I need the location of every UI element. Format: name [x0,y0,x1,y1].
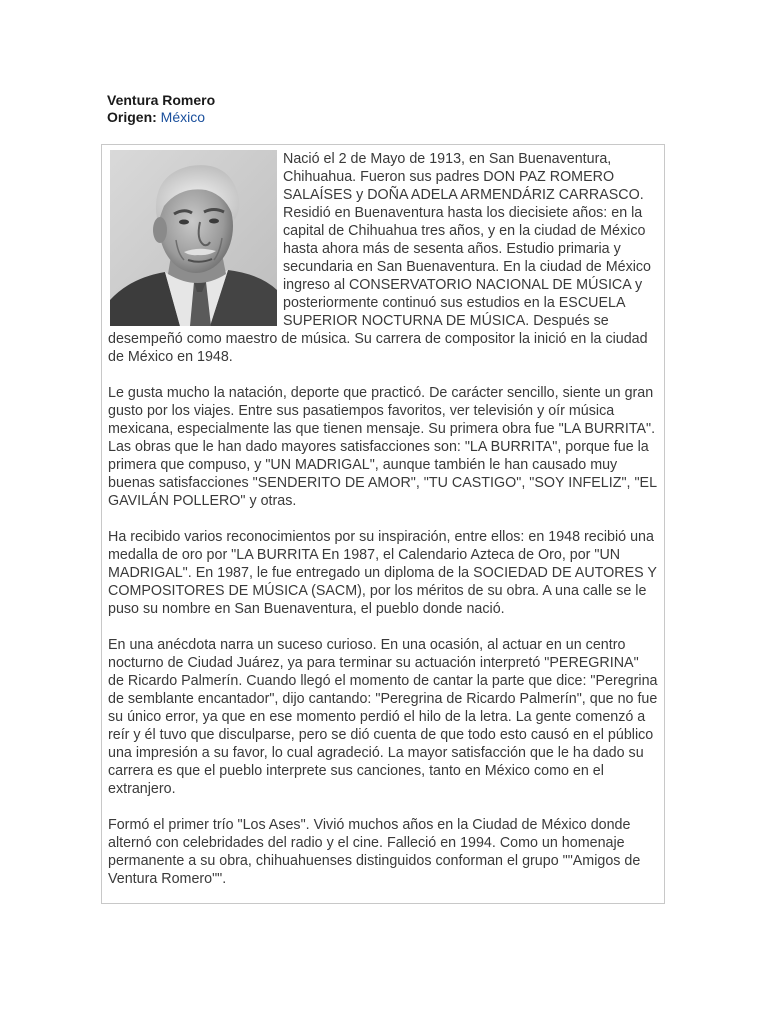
artist-name: Ventura Romero [107,92,216,108]
paragraph-awards: Ha recibido varios reconocimientos por su inspiración, entre ellos: en 1948 recibió una medalla de oro por "LA BURRITA En 1987, el Calendario Azteca de Oro, por "UN MADRIGAL". En 1987, le fue entregado un diploma de la SOCIEDAD DE AUTORES Y COMPOSITORES DE MÚSICA (SACM), por los méritos de su obra. A una calle se le puso su nombre en San Buenaventura, el pueblo donde nació. [108,529,657,617]
paragraph-hobbies: Le gusta mucho la natación, deporte que practicó. De carácter sencillo, siente un gran gusto por los viajes. Entre sus pasatiempos favoritos, ver televisión y oír música mexicana, especialmente las que tienen mensaje. Su primera obra fue "LA BURRITA". Las obras que le han dado mayores satisfacciones son: "LA BURRITA", porque fue la primera que compuso, y "UN MADRIGAL", aunque también le han causado muy buenas satisfacciones "SENDERITO DE AMOR", "TU CASTIGO", "SOY INFELIZ", "EL GAVILÁN POLLERO" y otras. [108,385,657,509]
origin-link[interactable]: México [160,109,206,125]
header [107,92,215,126]
paragraph-anecdote: En una anécdota narra un suceso curioso. En una ocasión, al actuar en un centro nocturno de Ciudad Juárez, ya para terminar su actuación interpretó "PEREGRINA" de Ricardo Palmerín. Cuando llegó el momento de cantar la parte que dice: "Peregrina de semblante encantador", dijo cantando: "Peregrina de Ricardo Palmerín", que no fue su único error, ya que en ese momento perdió el hilo de la letra. La gente comenzó a reír y él tuvo que disculparse, pero se dió cuenta de que todo esto causó en el público una impresión a su favor, lo cual agradeció. La mayor satisfacción que le ha dado su carrera es que el pueblo interprete sus canciones, tanto en México como en el extranjero. [108,637,658,797]
paragraph-birth: Nació el 2 de Mayo de 1913, en San Buenaventura, Chihuahua. Fueron sus padres DON PAZ ROMERO SALAÍSES y DOÑA ADELA ARMENDÁRIZ CARRASCO. Residió en Buenaventura hasta los diecisiete años: en la capital de Chihuahua tres años, y en la ciudad de México hasta ahora más de sesenta años. Estudio primaria y secundaria en San Buenaventura. En la ciudad de México ingreso al CONSERVATORIO NACIONAL DE MÚSICA y posteriormente continuó sus estudios en la ESCUELA SUPERIOR NOCTURNA DE MÚSICA. Después se desempeñó como maestro de música. Su carrera de compositor la inició en la ciudad de México en 1948. [108,151,651,365]
origin-line [107,109,215,126]
paragraph-legacy: Formó el primer trío "Los Ases". Vivió muchos años en la Ciudad de México donde alternó con celebridades del radio y el cine. Falleció en 1994. Como un homenaje permanente a su obra, chihuahuenses distinguidos conforman el grupo ""Amigos de Ventura Romero"". [108,817,641,887]
portrait-photo [110,150,277,326]
biography-box [101,144,665,904]
origin-label: Origen: [107,109,157,125]
